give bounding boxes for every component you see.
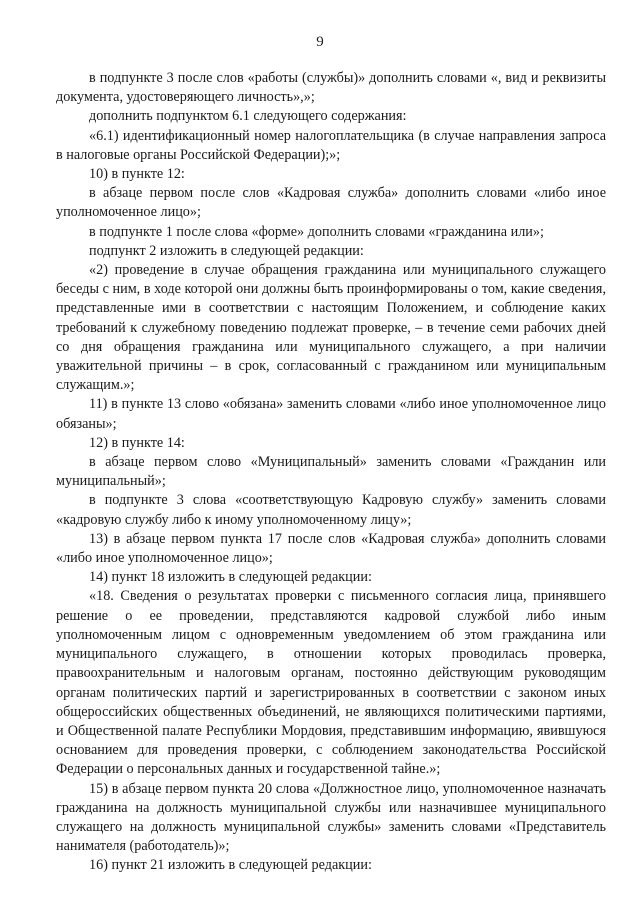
paragraph: 11) в пункте 13 слово «обязана» заменить словами «либо иное уполномоченное лицо обязаны»; [56, 396, 606, 432]
paragraph: «6.1) идентификационный номер налогоплательщика (в случае направления запроса в налоговые органы Российской Федерации);»; [56, 127, 606, 163]
paragraph: в подпункте 3 после слов «работы (службы)» дополнить словами «, вид и реквизиты документа, удостоверяющего личность»,»; [56, 70, 606, 106]
paragraph: подпункт 2 изложить в следующей редакции: [89, 242, 364, 259]
paragraph: «2) проведение в случае обращения гражданина или муниципального служащего беседы с ним, в ходе которой они должны быть проинформированы о том, какие сведения, представленные ими в соответствии с настоящим Положением, и соблюдение каких требований к служебному поведению подлежат проверке, – в течение семи рабочих дней со дня обращения гражданина или муниципального служащего, а при наличии уважительной причины – в срок, согласованный с гражданином или муниципальным служащим.»; [56, 262, 606, 394]
paragraph: в абзаце первом слово «Муниципальный» заменить словами «Гражданин или муниципальный»; [56, 454, 606, 490]
paragraph: «18. Сведения о результатах проверки с письменного согласия лица, принявшего решение о ее проведении, представляются кадровой службой либо иным уполномоченным лицом с одновременным уведомлением об этом гражданина или муниципального служащего, в отношении которых проводилась проверка, правоохранительным и налоговым органам, постоянно действующим руководящим органам политических партий и зарегистрированных в соответствии с законом иных общероссийских общественных объединений, не являющихся политическими партиями, и Общественной палате Республики Мордовия, представившим информацию, явившуюся основанием для проведения проверки, с соблюдением законодательства Российской Федерации о персональных данных и государственной тайне.»; [56, 588, 606, 778]
paragraph: 15) в абзаце первом пункта 20 слова «Должностное лицо, уполномоченное назначать гражданина на должность муниципальной службы или назначившее муниципального служащего на должность муниципальной службы» заменить словами «Представитель нанимателя (работодатель)»; [56, 780, 606, 855]
paragraph: 13) в абзаце первом пункта 17 после слов «Кадровая служба» дополнить словами «либо иное уполномоченное лицо»; [56, 530, 606, 567]
paragraph: 10) в пункте 12: [89, 166, 185, 183]
document-body [56, 69, 606, 876]
paragraph: дополнить подпунктом 6.1 следующего содержания: [89, 108, 407, 125]
paragraph: в подпункте 3 слова «соответствующую Кадровую службу» заменить словами «кадровую службу либо к иному уполномоченному лицу»; [56, 492, 606, 528]
paragraph: 14) пункт 18 изложить в следующей редакции: [89, 569, 372, 586]
paragraph: в абзаце первом после слов «Кадровая служба» дополнить словами «либо иное уполномоченное лицо»; [56, 185, 606, 221]
page-number: 9 [316, 34, 324, 50]
paragraph: 12) в пункте 14: [89, 434, 185, 451]
paragraph: 16) пункт 21 изложить в следующей редакции: [89, 857, 372, 874]
paragraph: в подпункте 1 после слова «форме» дополнить словами «гражданина или»; [89, 223, 544, 240]
